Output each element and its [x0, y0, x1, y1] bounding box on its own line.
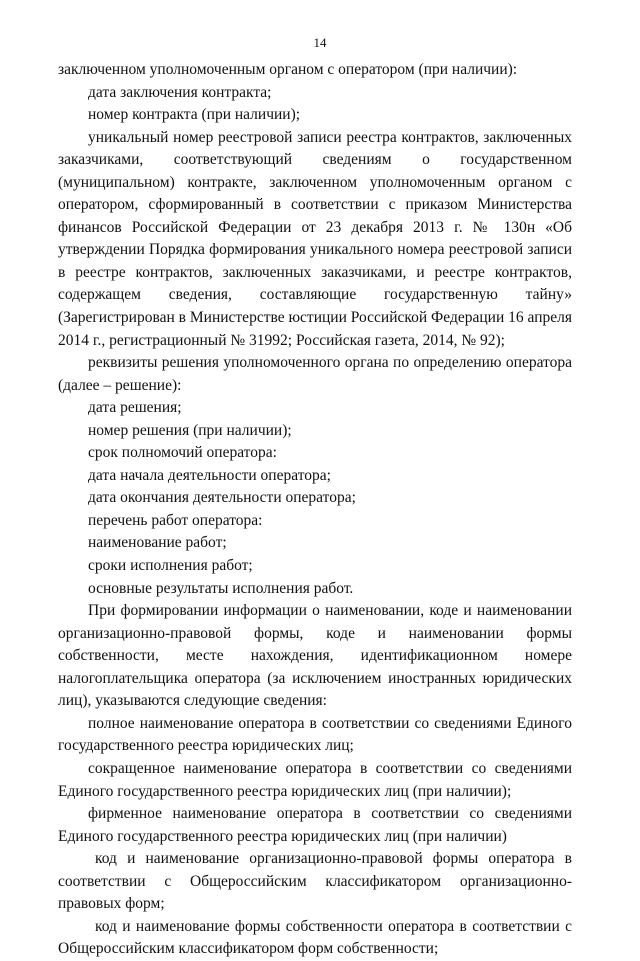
page-number: 14	[313, 35, 327, 50]
paragraph-activity-end: дата окончания деятельности оператора;	[88, 489, 356, 507]
paragraph-formation-info: При формировании информации о наименовании, коде и наименовании организационно-правовой формы, коде и наименовании формы собственности, месте нахождения, идентификационном номере налогоплательщика оператора (за исключением иностранных юридических лиц), указываются следующие сведения:	[58, 602, 572, 710]
paragraph-works-results: основные результаты исполнения работ.	[88, 579, 354, 597]
paragraph-decision-number: номер решения (при наличии);	[88, 421, 292, 439]
paragraph-ownership-code: код и наименование формы собственности оператора в соответствии с Общероссийским классификатором форм собственности;	[58, 917, 572, 958]
paragraph-contract-number: номер контракта (при наличии);	[88, 106, 301, 124]
paragraph-registry-number: уникальный номер реестровой записи реестра контрактов, заключенных заказчиками, соответствующий сведениям о государственном (муниципальном) контракте, заключенном уполномоченным органом с оператором, сформированный в соответствии с приказом Министерства финансов Российской Федерации от 23 декабря 2013 г. № 130н «Об утверждении Порядка формирования уникального номера реестровой записи в реестре контрактов, заключенных заказчиками, и реестре контрактов, содержащем сведения, составляющие государственную тайну» (Зарегистрирован в Министерстве юстиции Российской Федерации 16 апреля 2014 г., регистрационный № 31992; Российская газета, 2014, № 92);	[58, 128, 572, 349]
paragraph-activity-start: дата начала деятельности оператора;	[88, 466, 331, 484]
paragraph-powers-term: срок полномочий оператора:	[88, 444, 277, 462]
paragraph-full-name: полное наименование оператора в соответствии со сведениями Единого государственного реестра юридических лиц;	[58, 714, 572, 755]
paragraph-contract-date: дата заключения контракта;	[88, 83, 272, 101]
paragraph-decision-requisites: реквизиты решения уполномоченного органа по определению оператора (далее – решение):	[58, 354, 572, 394]
paragraph-short-name: сокращенное наименование оператора в соответствии со сведениями Единого государственного реестра юридических лиц (при наличии);	[58, 759, 572, 800]
paragraph-works-list: перечень работ оператора:	[88, 511, 263, 529]
paragraph-brand-name: фирменное наименование оператора в соответствии со сведениями Единого государственного реестра юридических лиц (при наличии)	[58, 805, 572, 845]
document-body	[58, 59, 572, 961]
paragraph-works-terms: сроки исполнения работ;	[88, 557, 253, 575]
paragraph-legal-form-code: код и наименование организационно-правовой формы оператора в соответствии с Общероссийским классификатором организационно-правовых форм;	[58, 850, 572, 913]
paragraph-contract-body: заключенном уполномоченным органом с оператором (при наличии):	[58, 61, 518, 78]
paragraph-works-name: наименование работ;	[88, 534, 227, 552]
paragraph-decision-date: дата решения;	[88, 399, 182, 417]
